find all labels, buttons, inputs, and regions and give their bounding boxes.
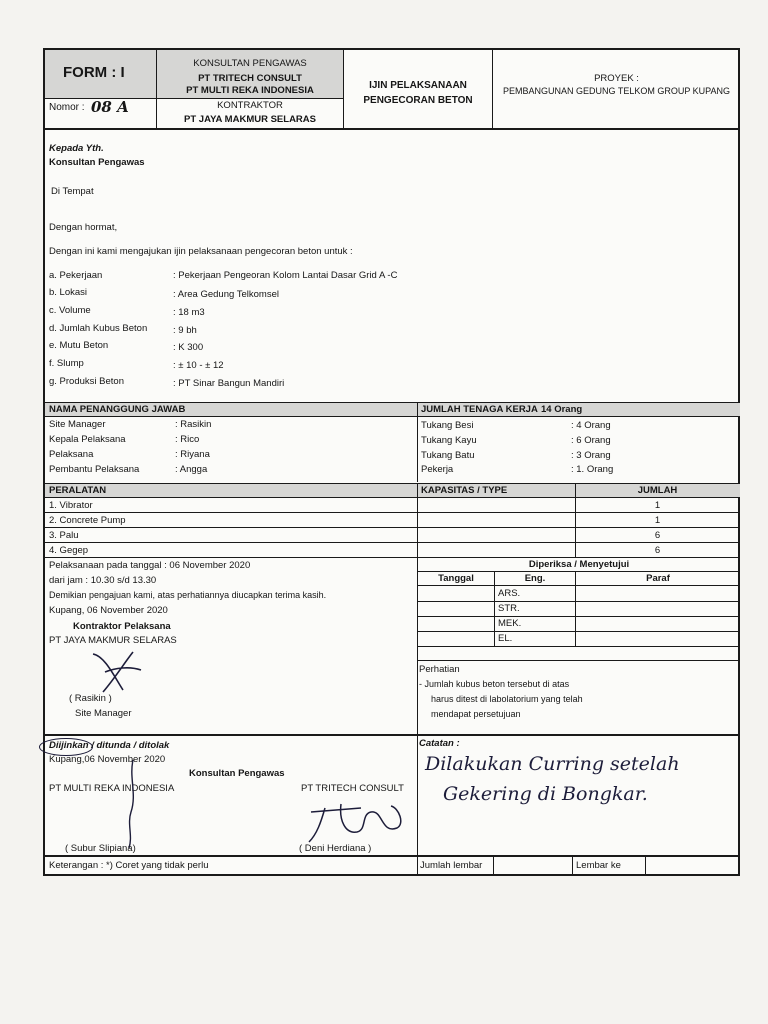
- equipment-qty: 1: [654, 500, 661, 511]
- equipment-col-item: PERALATAN: [49, 485, 107, 496]
- workforce-role: Pekerja: [421, 464, 454, 475]
- greeting: Dengan hormat,: [49, 222, 118, 233]
- addressee-line-2: Konsultan Pengawas: [49, 157, 145, 168]
- col-divider: [572, 855, 573, 876]
- header-bottom-rule: [45, 128, 740, 130]
- equipment-qty: 1: [654, 515, 661, 526]
- approval-col-paraf: Paraf: [646, 573, 670, 584]
- perhatian-line: mendapat persetujuan: [431, 709, 521, 719]
- field-value: : Pekerjaan Pengeoran Kolom Lantai Dasar Grid A -C: [173, 270, 398, 281]
- perhatian-title: Perhatian: [419, 664, 460, 675]
- field-label: d. Jumlah Kubus Beton: [49, 323, 148, 334]
- approval-col-date: Tanggal: [438, 573, 474, 584]
- approval-eng: STR.: [498, 603, 520, 614]
- responsible-heading: NAMA PENANGGUNG JAWAB: [49, 404, 186, 415]
- approval-eng: ARS.: [498, 588, 521, 599]
- field-value: : K 300: [173, 342, 204, 353]
- rule: [418, 585, 740, 586]
- equipment-col-capacity: KAPASITAS / TYPE: [421, 485, 508, 496]
- responsible-role: Pembantu Pelaksana: [49, 464, 140, 475]
- rule: [418, 616, 740, 617]
- footer-keterangan: Keterangan : *) Coret yang tidak perlu: [49, 860, 209, 871]
- rule: [45, 483, 740, 484]
- rule: [45, 557, 740, 558]
- kontraktor-name: PT JAYA MAKMUR SELARAS: [184, 114, 316, 125]
- permit-role: Konsultan Pengawas: [189, 768, 285, 779]
- rule: [45, 497, 740, 498]
- execution-hours: dari jam : 10.30 s/d 13.30: [49, 575, 157, 586]
- col-divider: [494, 571, 495, 646]
- col-divider: [575, 571, 576, 646]
- section-rule: [45, 734, 740, 736]
- konsultan-heading: KONSULTAN PENGAWAS: [193, 58, 307, 69]
- rule: [418, 660, 740, 661]
- permit-status: Diijinkan / ditunda / ditolak: [49, 740, 170, 751]
- footer-jumlah-lembar: Jumlah lembar: [420, 860, 483, 871]
- konsultan-company-1: PT TRITECH CONSULT: [198, 73, 302, 84]
- kontraktor-heading: KONTRAKTOR: [217, 100, 283, 111]
- field-value: : Area Gedung Telkomsel: [173, 289, 279, 300]
- execution-date: Pelaksanaan pada tanggal : 06 November 2020: [49, 560, 251, 571]
- field-value: : 9 bh: [173, 325, 197, 336]
- signer-name: ( Rasikin ): [69, 693, 112, 704]
- col-divider: [645, 855, 646, 876]
- workforce-count: : 1. Orang: [571, 464, 614, 475]
- rule: [45, 416, 740, 417]
- addressee-line-1: Kepada Yth.: [49, 143, 104, 154]
- nomor-value: 08 A: [91, 98, 129, 116]
- consultant-signature-1: [119, 758, 145, 850]
- equipment-qty: 6: [654, 545, 661, 556]
- perhatian-line: harus ditest di labolatorium yang telah: [431, 694, 583, 704]
- intro-text: Dengan ini kami mengajukan ijin pelaksanaan pengecoran beton untuk :: [49, 246, 353, 257]
- header-divider: [156, 50, 157, 129]
- header-divider: [343, 50, 344, 129]
- catatan-note-2: Gekering di Bongkar.: [443, 783, 648, 805]
- equipment-col-qty: JUMLAH: [637, 485, 678, 496]
- header-rule: [45, 98, 343, 99]
- equipment-item: 3. Palu: [49, 530, 79, 541]
- rule: [45, 512, 740, 513]
- consultant-signature-2: [301, 794, 411, 846]
- form-sheet: [43, 48, 740, 876]
- execution-city-date: Kupang, 06 November 2020: [49, 605, 168, 616]
- field-label: g. Produksi Beton: [49, 376, 124, 387]
- rule: [45, 402, 740, 403]
- permit-city-date: Kupang,06 November 2020: [49, 754, 166, 765]
- catatan-title: Catatan :: [419, 738, 460, 749]
- equipment-item: 2. Concrete Pump: [49, 515, 126, 526]
- rule: [45, 542, 740, 543]
- responsible-role: Kepala Pelaksana: [49, 434, 126, 445]
- addressee-place: Di Tempat: [51, 186, 94, 197]
- workforce-total: 14 Orang: [541, 404, 583, 415]
- responsible-name: : Angga: [175, 464, 208, 475]
- responsible-name: : Riyana: [175, 449, 210, 460]
- equipment-item: 1. Vibrator: [49, 500, 93, 511]
- field-label: a. Pekerjaan: [49, 270, 103, 281]
- workforce-role: Tukang Besi: [421, 420, 474, 431]
- konsultan-company-2: PT MULTI REKA INDONESIA: [186, 85, 314, 96]
- equipment-qty: 6: [654, 530, 661, 541]
- field-label: f. Slump: [49, 358, 84, 369]
- permit-company-2: PT TRITECH CONSULT: [301, 783, 404, 794]
- permit-company-1: PT MULTI REKA INDONESIA: [49, 783, 175, 794]
- approval-col-eng: Eng.: [524, 573, 546, 584]
- perhatian-line: - Jumlah kubus beton tersebut di atas: [419, 679, 570, 689]
- approval-eng: EL.: [498, 633, 513, 644]
- rule: [418, 631, 740, 632]
- field-label: e. Mutu Beton: [49, 340, 109, 351]
- signer-title: Site Manager: [75, 708, 132, 719]
- field-value: : PT Sinar Bangun Mandiri: [173, 378, 285, 389]
- permit-signer-1: ( Subur Slipiana): [65, 843, 136, 854]
- nomor-label: Nomor :: [49, 102, 85, 113]
- header-divider: [492, 50, 493, 129]
- proyek-name: PEMBANGUNAN GEDUNG TELKOM GROUP KUPANG: [502, 86, 731, 96]
- signer-company: PT JAYA MAKMUR SELARAS: [49, 635, 177, 646]
- rule: [418, 646, 740, 647]
- footer-rule: [45, 855, 740, 857]
- col-divider: [493, 855, 494, 876]
- col-divider: [417, 483, 418, 876]
- responsible-name: : Rasikin: [175, 419, 212, 430]
- responsible-name: : Rico: [175, 434, 200, 445]
- field-value: : ± 10 - ± 12: [173, 360, 224, 371]
- workforce-count: : 6 Orang: [571, 435, 611, 446]
- responsible-role: Pelaksana: [49, 449, 94, 460]
- equipment-item: 4. Gegep: [49, 545, 89, 556]
- approval-eng: MEK.: [498, 618, 522, 629]
- workforce-count: : 3 Orang: [571, 450, 611, 461]
- workforce-role: Tukang Kayu: [421, 435, 477, 446]
- field-value: : 18 m3: [173, 307, 205, 318]
- rule: [45, 527, 740, 528]
- permit-signer-2: ( Deni Herdiana ): [299, 843, 372, 854]
- rule: [418, 601, 740, 602]
- form-title-2: PENGECORAN BETON: [363, 95, 473, 106]
- form-title-1: IJIN PELAKSANAAN: [369, 80, 467, 91]
- field-label: b. Lokasi: [49, 287, 88, 298]
- form-label: FORM : I: [63, 64, 125, 81]
- field-label: c. Volume: [49, 305, 91, 316]
- closing-text: Demikian pengajuan kami, atas perhatiannya diucapkan terima kasih.: [49, 590, 327, 600]
- workforce-heading: JUMLAH TENAGA KERJA: [421, 404, 538, 415]
- col-divider: [417, 402, 418, 482]
- workforce-role: Tukang Batu: [421, 450, 475, 461]
- catatan-note-1: Dilakukan Curring setelah: [425, 753, 680, 775]
- rule: [418, 571, 740, 572]
- signer-role: Kontraktor Pelaksana: [73, 621, 171, 632]
- workforce-count: : 4 Orang: [571, 420, 611, 431]
- footer-lembar-ke: Lembar ke: [576, 860, 621, 871]
- approval-heading: Diperiksa / Menyetujui: [528, 559, 630, 570]
- proyek-label: PROYEK :: [594, 73, 639, 84]
- responsible-role: Site Manager: [49, 419, 106, 430]
